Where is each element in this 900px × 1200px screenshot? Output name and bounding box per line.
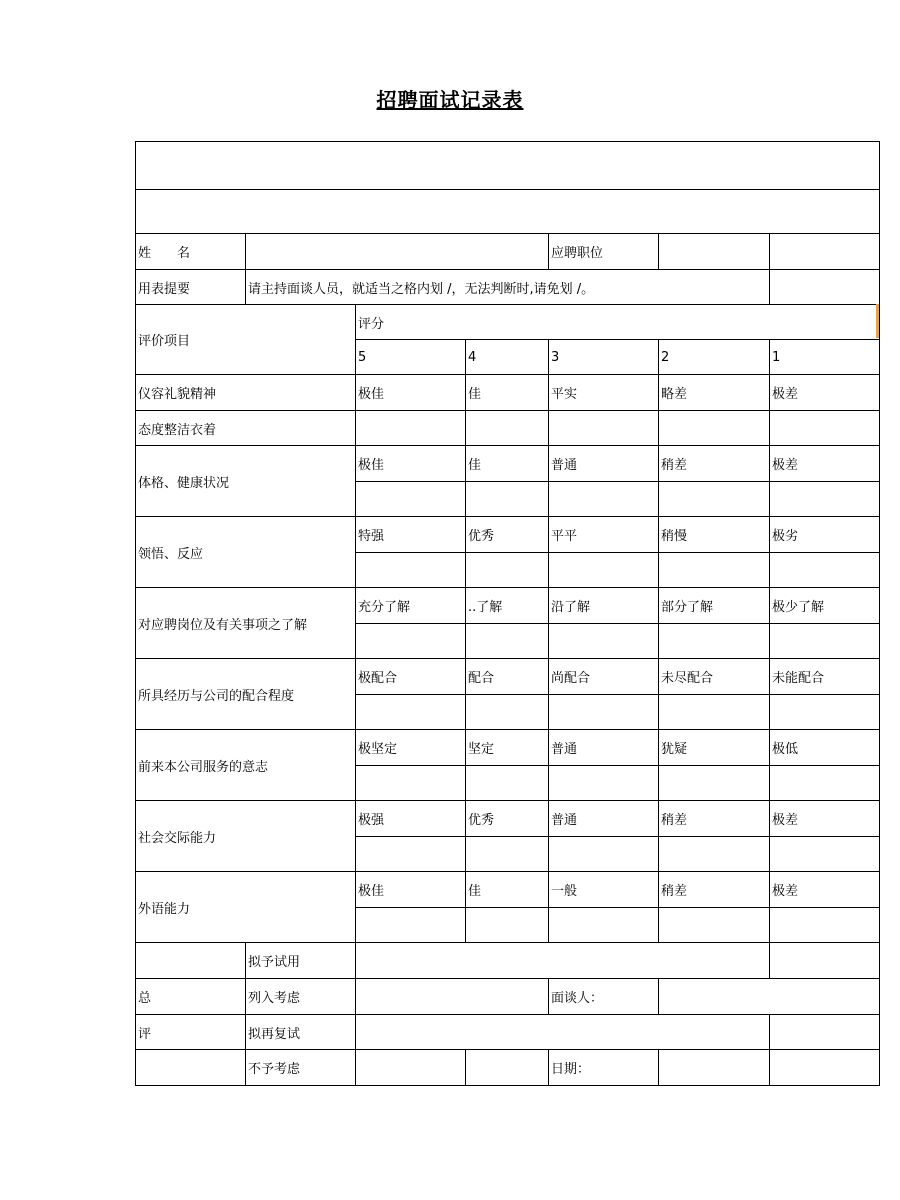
grade-1[interactable]: 极差 bbox=[770, 375, 880, 411]
summary-option[interactable]: 不予考虑 bbox=[246, 1050, 356, 1086]
summary-field[interactable] bbox=[466, 1050, 549, 1086]
check-cell[interactable] bbox=[549, 482, 659, 517]
grade-4[interactable]: 优秀 bbox=[466, 801, 549, 837]
criterion-label: 体格、健康状况 bbox=[136, 446, 356, 517]
grade-2[interactable]: 部分了解 bbox=[659, 588, 770, 624]
grade-5[interactable]: 极佳 bbox=[356, 872, 466, 908]
grade-4[interactable]: 坚定 bbox=[466, 730, 549, 766]
interviewer-label: 面谈人： bbox=[549, 979, 659, 1015]
grade-3[interactable]: 沿了解 bbox=[549, 588, 659, 624]
check-cell[interactable] bbox=[549, 837, 659, 872]
grade-5[interactable]: 极坚定 bbox=[356, 730, 466, 766]
grade-5[interactable]: 充分了解 bbox=[356, 588, 466, 624]
position-label: 应聘职位 bbox=[549, 234, 659, 270]
check-cell[interactable] bbox=[356, 695, 466, 730]
grade-5[interactable]: 极配合 bbox=[356, 659, 466, 695]
score-3: 3 bbox=[549, 340, 659, 375]
check-cell[interactable] bbox=[356, 553, 466, 588]
summary-label-bottom: 评 bbox=[136, 1015, 246, 1050]
summary-field-extra[interactable] bbox=[770, 1015, 880, 1050]
score-2: 2 bbox=[659, 340, 770, 375]
criterion-label: 外语能力 bbox=[136, 872, 356, 943]
criterion-label: 前来本公司服务的意志 bbox=[136, 730, 356, 801]
criterion-label: 所具经历与公司的配合程度 bbox=[136, 659, 356, 730]
check-cell[interactable] bbox=[549, 908, 659, 943]
summary-field[interactable] bbox=[356, 943, 770, 979]
check-cell[interactable] bbox=[770, 695, 880, 730]
grade-3[interactable]: 一般 bbox=[549, 872, 659, 908]
check-cell[interactable] bbox=[770, 482, 880, 517]
grade-4[interactable]: 佳 bbox=[466, 375, 549, 411]
grade-2[interactable]: 略差 bbox=[659, 375, 770, 411]
name-field[interactable] bbox=[246, 234, 549, 270]
grade-4[interactable]: ..了解 bbox=[466, 588, 549, 624]
grade-3[interactable]: 普通 bbox=[549, 801, 659, 837]
check-cell[interactable] bbox=[549, 766, 659, 801]
criterion-label: 仪容礼貌精神 bbox=[136, 375, 356, 411]
check-cell[interactable] bbox=[356, 837, 466, 872]
grade-5[interactable]: 极佳 bbox=[356, 375, 466, 411]
check-cell[interactable] bbox=[659, 837, 770, 872]
check-cell[interactable] bbox=[466, 766, 549, 801]
check-cell[interactable] bbox=[549, 624, 659, 659]
check-cell[interactable] bbox=[549, 411, 659, 446]
grade-2[interactable]: 稍差 bbox=[659, 872, 770, 908]
date-field[interactable] bbox=[659, 1050, 770, 1086]
grade-3[interactable]: 普通 bbox=[549, 446, 659, 482]
check-cell[interactable] bbox=[770, 766, 880, 801]
usage-label: 用表提要 bbox=[136, 270, 246, 305]
check-cell[interactable] bbox=[466, 624, 549, 659]
check-cell[interactable] bbox=[659, 411, 770, 446]
grade-4[interactable]: 配合 bbox=[466, 659, 549, 695]
check-cell[interactable] bbox=[659, 908, 770, 943]
date-label: 日期： bbox=[549, 1050, 659, 1086]
grade-5[interactable]: 极佳 bbox=[356, 446, 466, 482]
check-cell[interactable] bbox=[549, 695, 659, 730]
check-cell[interactable] bbox=[659, 553, 770, 588]
check-cell[interactable] bbox=[770, 624, 880, 659]
blank-row[interactable] bbox=[136, 190, 880, 234]
orange-edge-marker bbox=[876, 304, 879, 338]
grade-5[interactable]: 极强 bbox=[356, 801, 466, 837]
grade-3[interactable]: 普通 bbox=[549, 730, 659, 766]
blank-row[interactable] bbox=[136, 142, 880, 190]
score-label: 评分 bbox=[356, 305, 880, 340]
grade-2[interactable]: 未尽配合 bbox=[659, 659, 770, 695]
check-cell[interactable] bbox=[659, 482, 770, 517]
score-4: 4 bbox=[466, 340, 549, 375]
check-cell[interactable] bbox=[356, 411, 466, 446]
check-cell[interactable] bbox=[466, 837, 549, 872]
check-cell[interactable] bbox=[770, 411, 880, 446]
grade-2[interactable]: 稍慢 bbox=[659, 517, 770, 553]
grade-4[interactable]: 佳 bbox=[466, 446, 549, 482]
criterion-label: 对应聘岗位及有关事项之了解 bbox=[136, 588, 356, 659]
summary-blank bbox=[136, 943, 246, 979]
check-cell[interactable] bbox=[659, 766, 770, 801]
interviewer-field[interactable] bbox=[659, 979, 880, 1015]
check-cell[interactable] bbox=[466, 482, 549, 517]
check-cell[interactable] bbox=[770, 553, 880, 588]
grade-1[interactable]: 极差 bbox=[770, 801, 880, 837]
usage-text: 请主持面谈人员，就适当之格内划 /，无法判断时,请免划 /。 bbox=[246, 270, 770, 305]
grade-3[interactable]: 平实 bbox=[549, 375, 659, 411]
grade-1[interactable]: 极少了解 bbox=[770, 588, 880, 624]
criterion-label: 社会交际能力 bbox=[136, 801, 356, 872]
grade-3[interactable]: 平平 bbox=[549, 517, 659, 553]
grade-1[interactable]: 极差 bbox=[770, 446, 880, 482]
check-cell[interactable] bbox=[356, 908, 466, 943]
grade-2[interactable]: 犹疑 bbox=[659, 730, 770, 766]
grade-1[interactable]: 极差 bbox=[770, 872, 880, 908]
grade-4[interactable]: 佳 bbox=[466, 872, 549, 908]
check-cell[interactable] bbox=[770, 908, 880, 943]
grade-1[interactable]: 极劣 bbox=[770, 517, 880, 553]
eval-item-label: 评价项目 bbox=[136, 305, 356, 375]
criterion-label: 领悟、反应 bbox=[136, 517, 356, 588]
check-cell[interactable] bbox=[466, 908, 549, 943]
grade-3[interactable]: 尚配合 bbox=[549, 659, 659, 695]
summary-field[interactable] bbox=[356, 979, 549, 1015]
form-title: 招聘面试记录表 bbox=[376, 88, 524, 112]
summary-option[interactable]: 拟予试用 bbox=[246, 943, 356, 979]
summary-field[interactable] bbox=[356, 1050, 466, 1086]
check-cell[interactable] bbox=[659, 624, 770, 659]
summary-option[interactable]: 拟再复试 bbox=[246, 1015, 356, 1050]
name-label: 姓 名 bbox=[136, 234, 246, 270]
check-cell[interactable] bbox=[356, 766, 466, 801]
check-cell[interactable] bbox=[549, 553, 659, 588]
check-cell[interactable] bbox=[466, 695, 549, 730]
check-cell[interactable] bbox=[466, 411, 549, 446]
check-cell[interactable] bbox=[659, 695, 770, 730]
grade-4[interactable]: 优秀 bbox=[466, 517, 549, 553]
position-field[interactable] bbox=[659, 234, 770, 270]
interview-form-table bbox=[135, 141, 880, 1086]
summary-label-top: 总 bbox=[136, 979, 246, 1015]
position-field-extra[interactable] bbox=[770, 234, 880, 270]
grade-2[interactable]: 稍差 bbox=[659, 801, 770, 837]
score-5: 5 bbox=[356, 340, 466, 375]
summary-option[interactable]: 列入考虑 bbox=[246, 979, 356, 1015]
check-cell[interactable] bbox=[356, 624, 466, 659]
check-cell[interactable] bbox=[770, 837, 880, 872]
date-field-extra[interactable] bbox=[770, 1050, 880, 1086]
check-cell[interactable] bbox=[356, 482, 466, 517]
grade-2[interactable]: 稍差 bbox=[659, 446, 770, 482]
score-1: 1 bbox=[770, 340, 880, 375]
criterion-label: 态度整洁衣着 bbox=[136, 411, 356, 446]
grade-1[interactable]: 极低 bbox=[770, 730, 880, 766]
summary-field[interactable] bbox=[356, 1015, 770, 1050]
grade-1[interactable]: 未能配合 bbox=[770, 659, 880, 695]
summary-blank bbox=[136, 1050, 246, 1086]
usage-extra-cell[interactable] bbox=[770, 270, 880, 305]
grade-5[interactable]: 特强 bbox=[356, 517, 466, 553]
summary-field-extra[interactable] bbox=[770, 943, 880, 979]
check-cell[interactable] bbox=[466, 553, 549, 588]
